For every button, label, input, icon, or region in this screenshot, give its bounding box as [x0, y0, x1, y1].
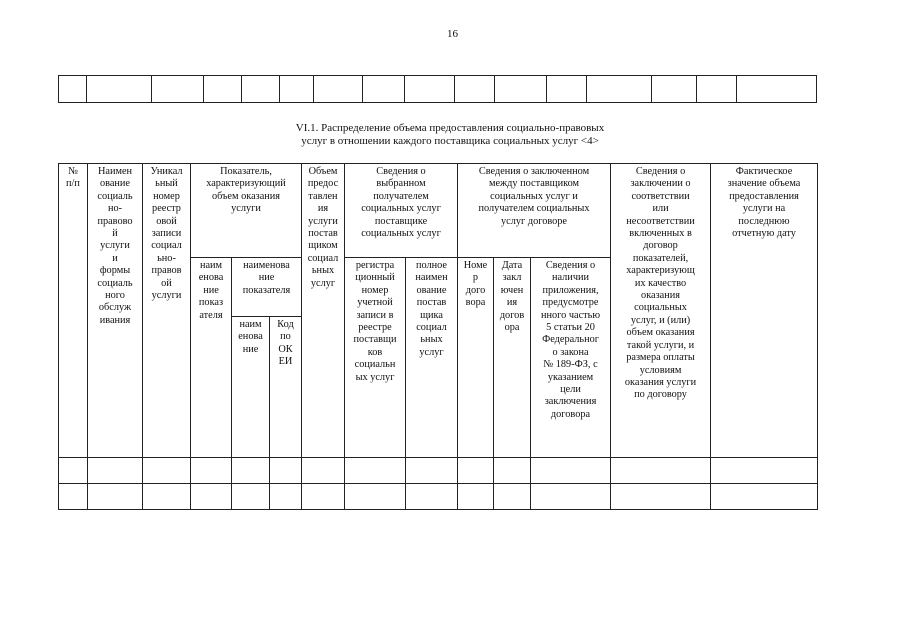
- section-caption: [150, 122, 750, 148]
- subcol-recipient-full: полное наимен ование постав щика социал ьных услуг: [406, 258, 458, 458]
- col-indicator-header: Показатель, характеризующий объем оказания услуги: [191, 164, 302, 258]
- col-recipient-header: Сведения о выбранном получателем социальных услуг поставщике социальных услуг: [345, 164, 458, 258]
- table-row: [59, 484, 818, 510]
- subcol-unit-code: Код по ОК ЕИ: [270, 317, 302, 458]
- caption-line-2: услуг в отношении каждого поставщика социальных услуг <4>: [301, 135, 599, 147]
- col-actual-header: Фактическое значение объема предоставления услуги на последнюю отчетную дату: [711, 164, 818, 458]
- distribution-table: [58, 163, 818, 510]
- col-conclusion-header: Сведения о заключении о соответствии или несоответствии включенных в договор показателей, характеризующ их качество оказания социальных услуг, и (или) объем оказания такой услуги, и размера оплаты условиям оказания услуги по договору: [611, 164, 711, 458]
- subcol-recipient-reg: регистра ционный номер учетной записи в реестре поставщи ков социальн ых услуг: [345, 258, 406, 458]
- subcol-unit-name: наименова ние показателя: [232, 258, 302, 317]
- table-row: [59, 458, 818, 484]
- top-table-strip: [58, 75, 817, 103]
- col-service-name-header: Наимен ование социаль но- правово й услуги и формы социаль ного обслуж ивания: [88, 164, 143, 458]
- caption-line-1: VI.1. Распределение объема предоставления социально-правовых: [295, 122, 605, 134]
- subcol-indicator-name: наим енова ние показ ателя: [191, 258, 232, 458]
- page-number: 16: [447, 28, 458, 40]
- header-row-1: [59, 164, 818, 258]
- subcol-contract-num: Номе р дого вора: [458, 258, 494, 458]
- col-volume-header: Объем предос тавлен ия услуги постав щиком социал ьных услуг: [302, 164, 345, 458]
- subcol-contract-appendix: Сведения о наличии приложения, предусмотре нного частью 5 статьи 20 Федеральног о закона № 189-ФЗ, с указанием цели заключения договора: [531, 258, 611, 458]
- col-registry-number-header: Уникал ьный номер реестр овой записи социал ьно- правов ой услуги: [143, 164, 191, 458]
- col-num-header: № п/п: [59, 164, 88, 458]
- col-contract-header: Сведения о заключенном между поставщиком социальных услуг и получателем социальных услуг договоре: [458, 164, 611, 258]
- subcol-unit-title: наим енова ние: [232, 317, 270, 458]
- subcol-contract-date: Дата закл ючен ия догов ора: [494, 258, 531, 458]
